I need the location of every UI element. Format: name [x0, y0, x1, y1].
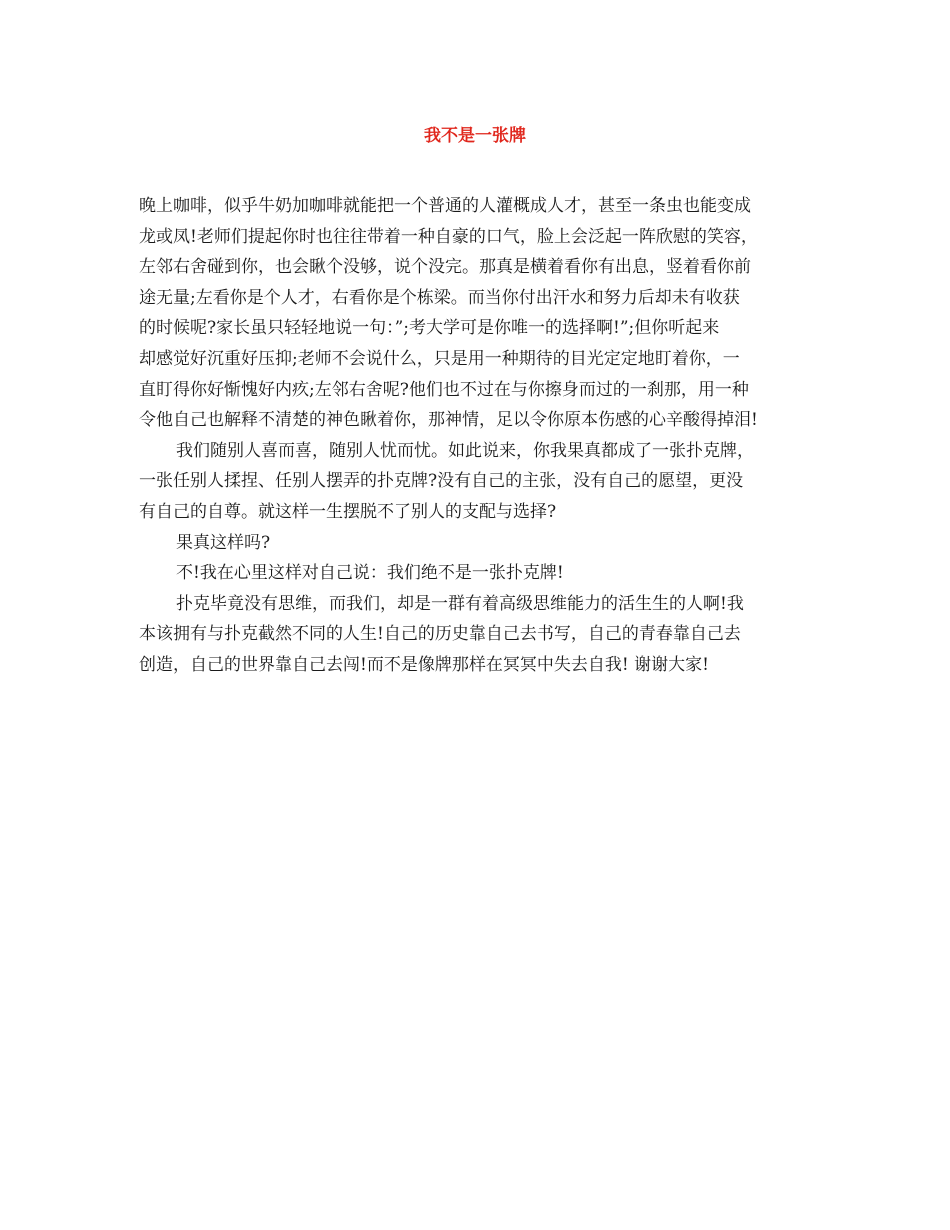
text-line: 本该拥有与扑克截然不同的人生!自己的历史靠自己去书写，自己的青春靠自己去: [139, 624, 741, 645]
text-line: 有自己的自尊。就这样一生摆脱不了别人的支配与选择?: [139, 501, 557, 522]
text-line: 晚上咖啡，似乎牛奶加咖啡就能把一个普通的人灌概成人才，甚至一条虫也能变成: [139, 196, 751, 216]
text-line: 我们随别人喜而喜，随别人忧而忧。如此说来，你我果真都成了一张扑克牌，: [176, 440, 754, 461]
text-line: 却感觉好沉重好压抑;老师不会说什么，只是用一种期待的目光定定地盯着你，一: [139, 348, 740, 369]
text-line: 不!我在心里这样对自己说：我们绝不是一张扑克牌!: [176, 563, 564, 584]
text-line: 一张任别人揉捏、任别人摆弄的扑克牌?没有自己的主张，没有自己的愿望，更没: [139, 471, 744, 492]
text-line: 途无量;左看你是个人才，右看你是个栋梁。而当你付出汗水和努力后却未有收获: [139, 287, 740, 308]
document-title: 我不是一张牌: [424, 126, 526, 146]
document-body: [139, 191, 819, 681]
text-line: 的时候呢?家长虽只轻轻地说一句：”;考大学可是你唯一的选择啊!”;但你听起来: [139, 318, 720, 339]
text-line: 龙或凤!老师们提起你时也往往带着一种自豪的口气，脸上会泛起一阵欣慰的笑容，: [139, 226, 758, 247]
text-line: 创造，自己的世界靠自己去闯!而不是像牌那样在冥冥中失去自我! 谢谢大家!: [139, 654, 709, 675]
text-line: 令他自己也解释不清楚的神色瞅着你，那神情，足以令你原本伤感的心辛酸得掉泪!: [139, 410, 758, 431]
text-line: 扑克毕竟没有思维，而我们，却是一群有着高级思维能力的活生生的人啊!我: [176, 593, 744, 614]
text-line: 直盯得你好惭愧好内疚;左邻右舍呢?他们也不过在与你擦身而过的一刹那，用一种: [139, 379, 749, 400]
text-line: 左邻右舍碰到你，也会瞅个没够，说个没完。那真是横着看你有出息，竖着看你前: [139, 257, 751, 278]
text-line: 果真这样吗?: [176, 532, 271, 553]
